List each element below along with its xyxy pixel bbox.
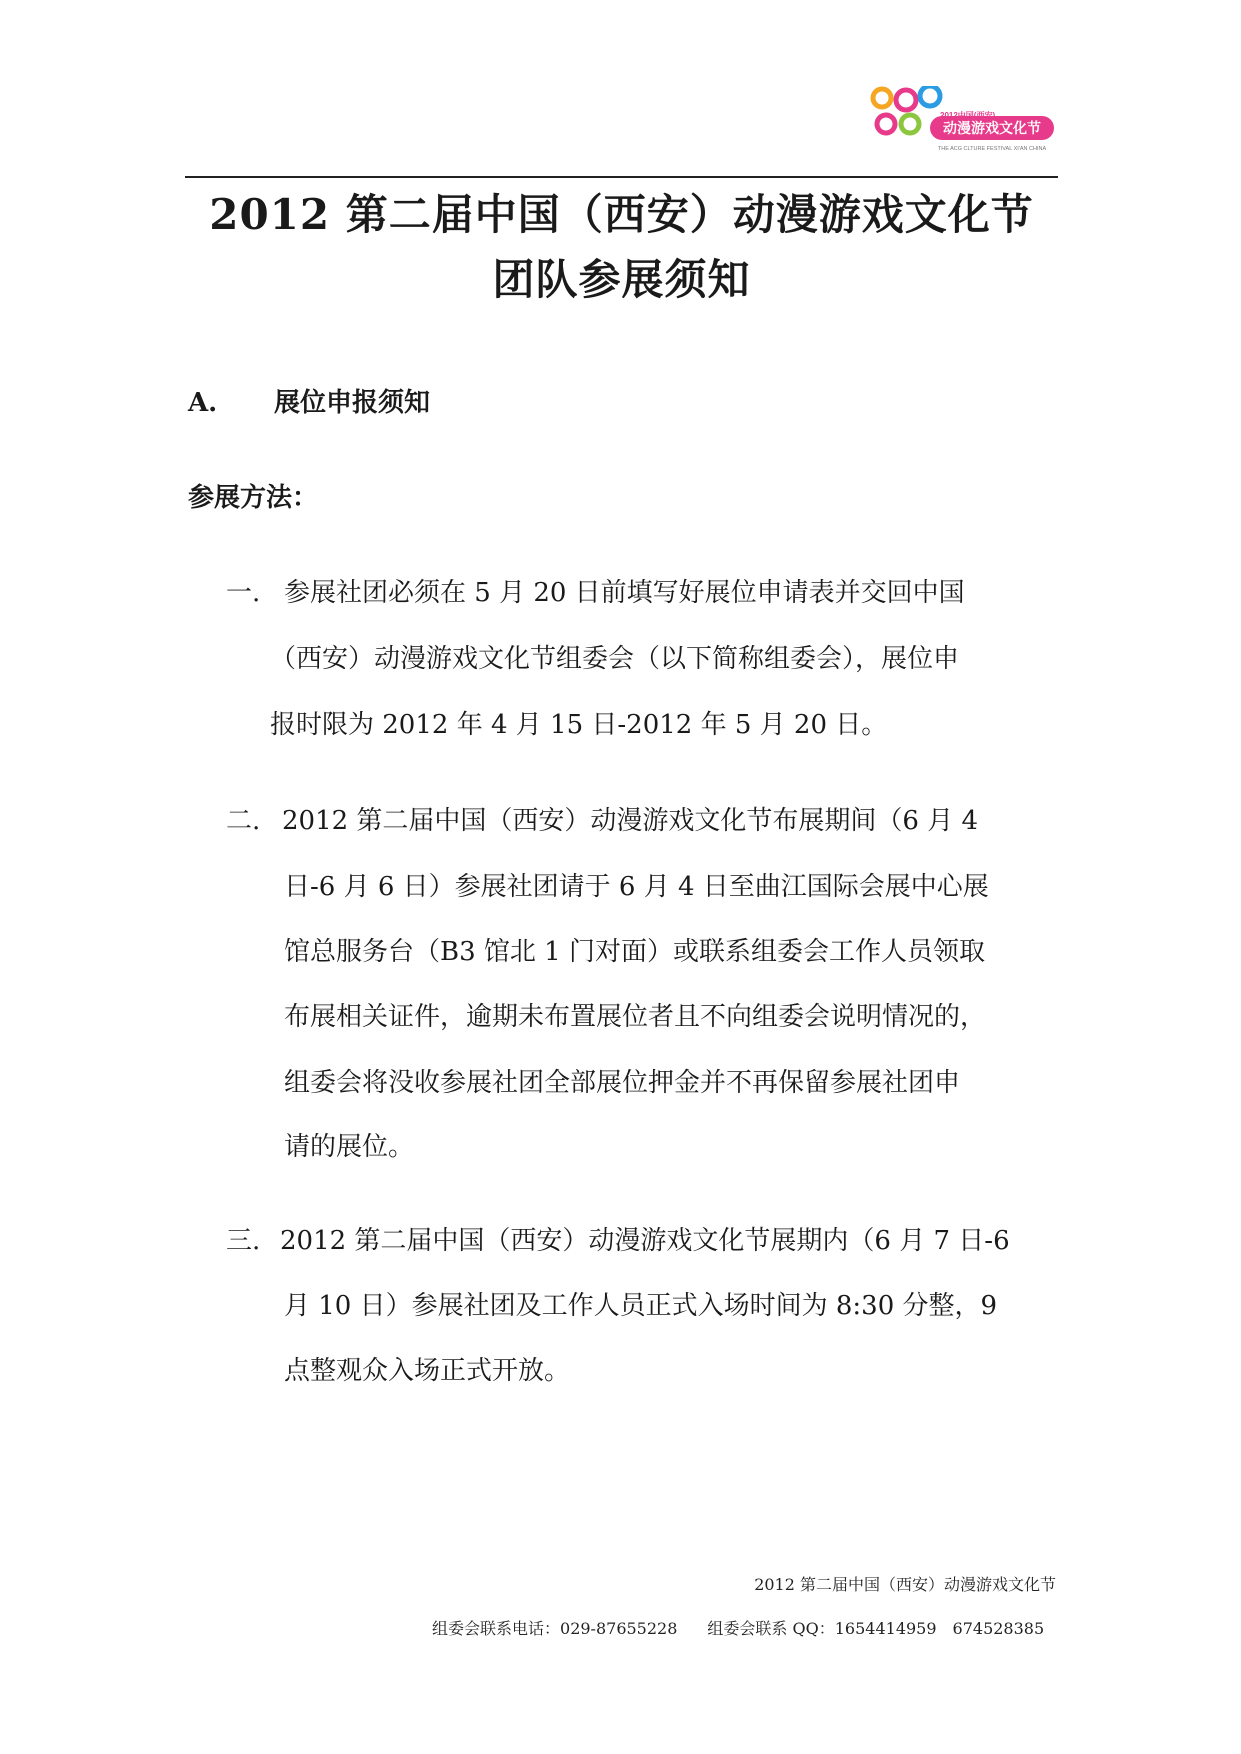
logo-circle-pink	[896, 90, 916, 110]
logo-graphic	[868, 86, 1058, 162]
page-title-line1: 2012 第二届中国（西安）动漫游戏文化节	[209, 190, 1034, 239]
logo-circle-orange	[873, 89, 891, 107]
item-line: 参展社团必须在 5 月 20 日前填写好展位申请表并交回中国	[284, 578, 965, 608]
footer-phone-label: 组委会联系电话：	[432, 1619, 561, 1638]
item-line: 月 10 日）参展社团及工作人员正式入场时间为 8:30 分整，9	[284, 1291, 998, 1321]
item-line: 2012 第二届中国（西安）动漫游戏文化节布展期间（6 月 4	[282, 806, 979, 836]
item-line: 2012 第二届中国（西安）动漫游戏文化节展期内（6 月 7 日-6	[280, 1226, 1010, 1256]
logo-circle-green	[901, 115, 919, 133]
item-line: 报时限为 2012 年 4 月 15 日-2012 年 5 月 20 日。	[270, 710, 888, 740]
footer-phone: 029-87655228	[560, 1619, 678, 1638]
item-line: 日-6 月 6 日）参展社团请于 6 月 4 日至曲江国际会展中心展	[284, 872, 989, 902]
item-number: 三.	[226, 1226, 261, 1256]
item-line: 点整观众入场正式开放。	[284, 1356, 571, 1386]
header-divider	[185, 176, 1058, 178]
section-a-label: A.	[188, 388, 218, 418]
item-line: 馆总服务台（B3 馆北 1 门对面）或联系组委会工作人员领取	[284, 937, 985, 967]
item-number: 二.	[226, 806, 261, 836]
footer-qq1: 1654414959	[834, 1619, 937, 1638]
footer-contact	[432, 1621, 1044, 1637]
logo-circle-pink-2	[877, 115, 895, 133]
footer-organizer: 2012 第二届中国（西安）动漫游戏文化节	[754, 1575, 1056, 1594]
section-a-text: 展位申报须知	[274, 388, 431, 418]
footer-qq2: 674528385	[952, 1619, 1045, 1638]
item-line: 请的展位。	[284, 1132, 415, 1162]
logo-name-text: 动漫游戏文化节	[943, 121, 1041, 137]
item-number: 一.	[226, 578, 261, 608]
footer-qq-label: 组委会联系 QQ：	[707, 1619, 835, 1638]
logo-year-text: 2012中国(西安)	[940, 111, 996, 120]
logo-circle-blue	[920, 86, 940, 106]
page-title-line2: 团队参展须知	[492, 255, 751, 304]
festival-logo	[868, 86, 1058, 162]
item-line: （西安）动漫游戏文化节组委会（以下简称组委会），展位申	[270, 644, 960, 674]
method-heading: 参展方法：	[188, 483, 319, 513]
item-line: 组委会将没收参展社团全部展位押金并不再保留参展社团申	[284, 1068, 961, 1098]
item-line: 布展相关证件，逾期未布置展位者且不向组委会说明情况的，	[284, 1002, 987, 1032]
logo-tagline: THE ACG CLTURE FESTIVAL XI'AN CHINA	[937, 146, 1047, 152]
